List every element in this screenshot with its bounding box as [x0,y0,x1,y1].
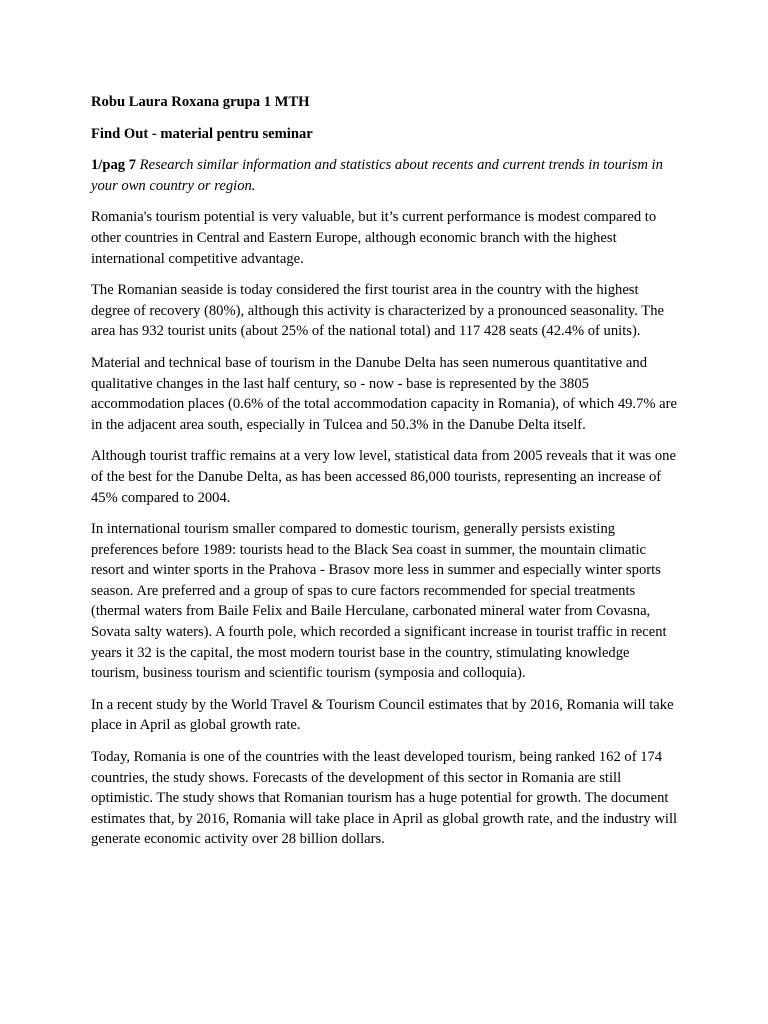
task-prompt [91,155,681,196]
paragraph-3: Material and technical base of tourism in the Danube Delta has seen numerous quantitative and qualitative changes in the last half century, so - now - base is represented by the 3805 accommodation places (0.6% of the total accommodation capacity in Romania), of which 49.7% are in the adjacent area south, especially in Tulcea and 50.3% in the Danube Delta itself. [91,354,677,433]
task-number: 1/pag 7 [91,157,137,174]
paragraph-6: In a recent study by the World Travel & Tourism Council estimates that by 2016, Romania will take place in April as global growth rate. [91,696,674,734]
paragraph-5: In international tourism smaller compared to domestic tourism, generally persists existing preferences before 1989: tourists head to the Black Sea coast in summer, the mountain climatic resort and winter sports in the Prahova - Brasov more less in summer and especially winter sports season. Are preferred and a group of spas to cure factors recommended for special treatments (thermal waters from Baile Felix and Baile Herculane, carbonated mineral water from Covasna, Sovata salty waters). A fourth pole, which recorded a significant increase in tourist traffic in recent years it 32 is the capital, the most modern tourist base in the country, stimulating knowledge tourism, business tourism and scientific tourism (symposia and colloquia). [91,521,667,682]
task-text: Research similar information and statistics about recents and current trends in tourism in your own country or region. [91,157,663,194]
document-page [91,92,681,861]
author-line: Robu Laura Roxana grupa 1 MTH [91,94,310,110]
paragraph-7: Today, Romania is one of the countries with the least developed tourism, being ranked 162 of 174 countries, the study shows. Forecasts of the development of this sector in Romania are still optimistic. The study shows that Romanian tourism has a huge potential for growth. The document estimates that, by 2016, Romania will take place in April as global growth rate, and the industry will generate economic activity over 28 billion dollars. [91,749,678,848]
paragraph-2: The Romanian seaside is today considered the first tourist area in the country with the highest degree of recovery (80%), although this activity is characterized by a pronounced seasonality. The area has 932 tourist units (about 25% of the national total) and 117 428 seats (42.4% of units). [91,282,664,340]
paragraph-4: Although tourist traffic remains at a very low level, statistical data from 2005 reveals that it was one of the best for the Danube Delta, as has been accessed 86,000 tourists, representing an increase of 45% compared to 2004. [91,448,676,506]
paragraph-1: Romania's tourism potential is very valuable, but it’s current performance is modest compared to other countries in Central and Eastern Europe, although economic branch with the highest international competitive advantage. [91,209,657,267]
document-subtitle: Find Out - material pentru seminar [91,125,313,142]
